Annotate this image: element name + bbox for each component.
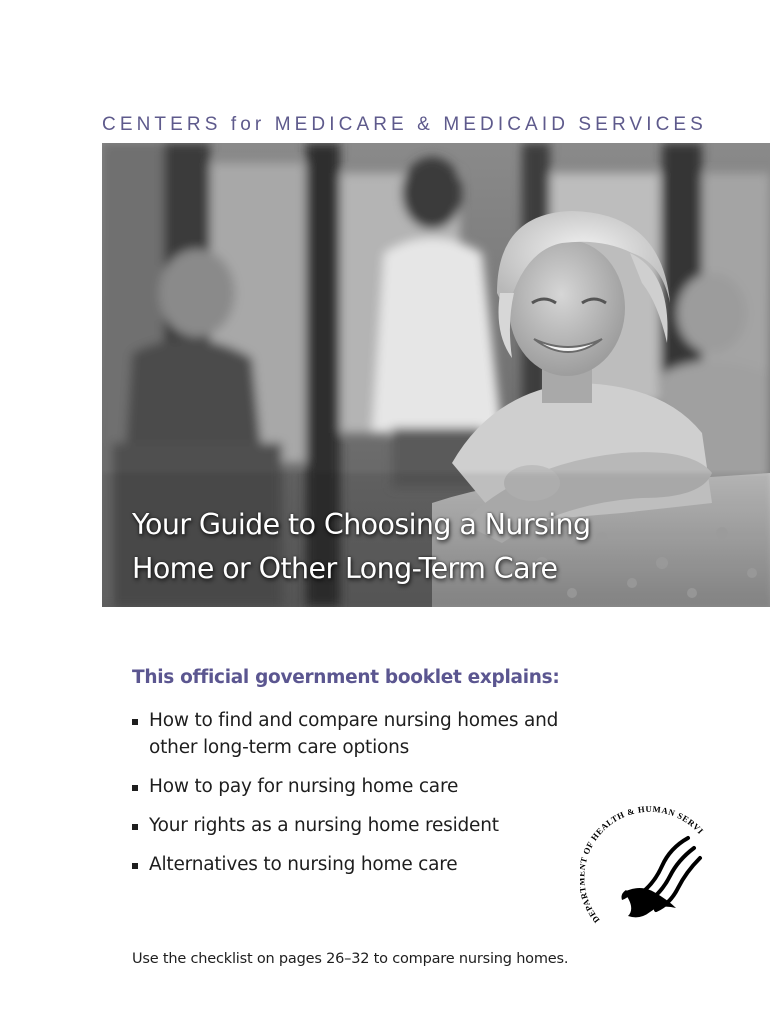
list-item: How to pay for nursing home care <box>132 773 569 800</box>
topics-list <box>132 707 569 890</box>
booklet-title <box>132 503 590 591</box>
hhs-eagle-logo <box>580 800 710 940</box>
title-line-1: Your Guide to Choosing a Nursing <box>132 508 591 541</box>
booklet-intro: This official government booklet explains: <box>132 667 560 688</box>
list-item: Alternatives to nursing home care <box>132 851 569 878</box>
agency-name: CENTERS for MEDICARE & MEDICAID SERVICES <box>102 114 707 135</box>
checklist-note: Use the checklist on pages 26–32 to compare nursing homes. <box>132 951 569 967</box>
hhs-seal <box>580 800 710 940</box>
list-item: Your rights as a nursing home resident <box>132 812 569 839</box>
list-item: How to find and compare nursing homes and other long-term care options <box>132 707 569 761</box>
svg-text:DEPARTMENT OF HEALTH & HUMAN S: DEPA OF HEALTH & HUMAN SERVI <box>580 803 706 925</box>
title-line-2: Home or Other Long-Term Care <box>132 552 558 585</box>
cover-photo <box>102 143 770 607</box>
